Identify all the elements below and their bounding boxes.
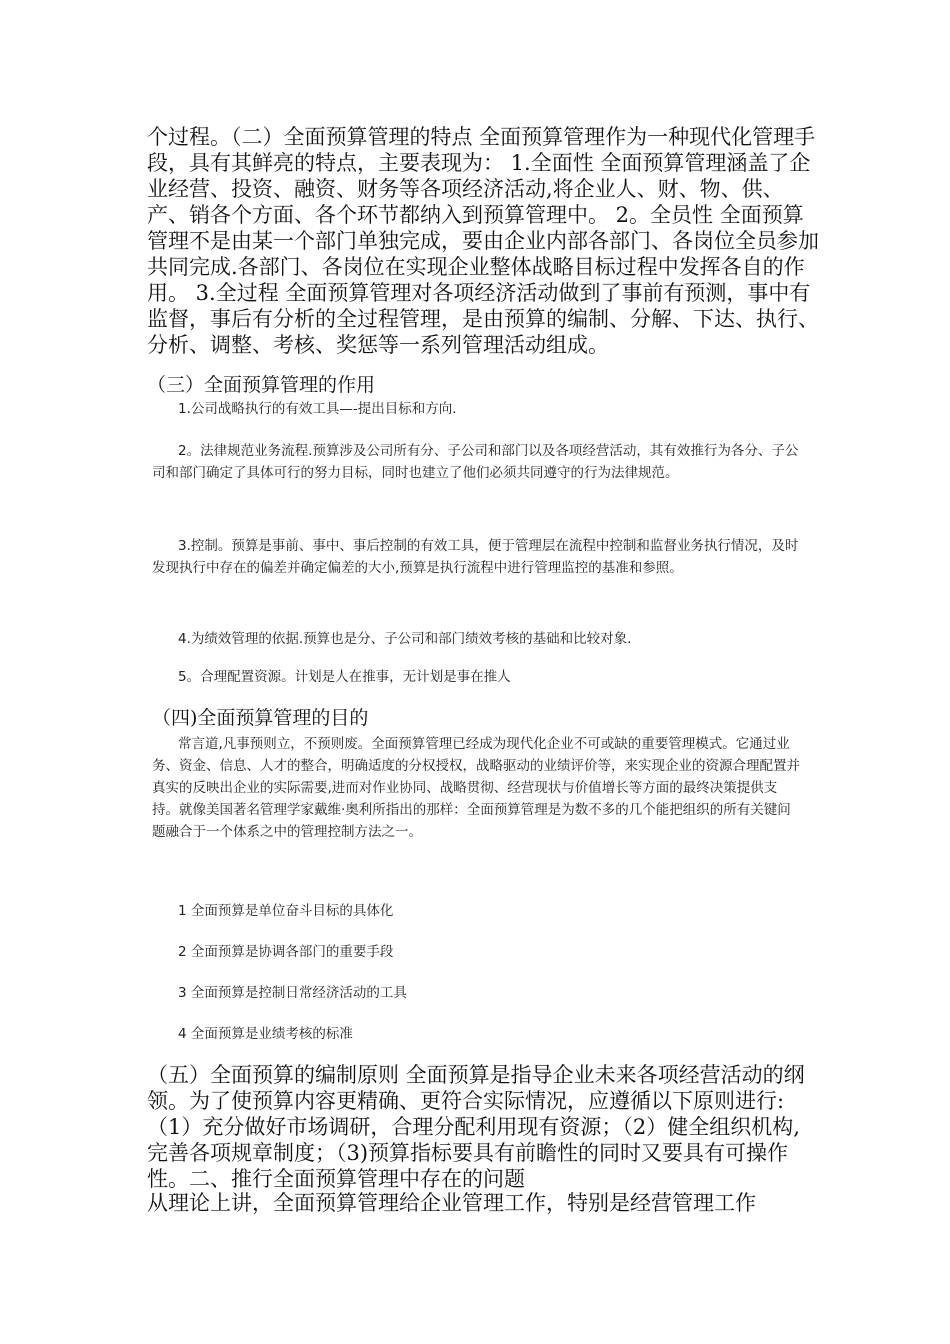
features-paragraph: 个过程。（二）全面预算管理的特点 全面预算管理作为一种现代化管理手段，具有其鲜亮的特点，主要表现为： 1.全面性 全面预算管理涵盖了企业经营、投资、融资、财务等各项经济活动,将企业人、财、物、供、产、销各个方面、各个环节都纳入到预算管理中。 2。全员性 全面预算管理不是由某一个部门单独完成，要由企业内部各部门、各岗位全员参加共同完成.各部门、各岗位在实现企业整体战略目标过程中发挥各自的作用。 3.全过程 全面预算管理对各项经济活动做到了事前有预测，事中有监督，事后有分析的全过程管理，是由预算的编制、分解、下达、执行、分析、调整、考核、奖惩等一系列管理活动组成。 [147,125,819,357]
role-item-3: 3.控制。预算是事前、事中、事后控制的有效工具，便于管理层在流程中控制和监督业务执行情况，及时发现执行中存在的偏差并确定偏差的大小,预算是执行流程中进行管理监控的基准和参照。 [152,538,799,576]
purpose-paragraph: 常言道,凡事预则立，不预则废。全面预算管理已经成为现代化企业不可或缺的重要管理模式。它通过业务、资金、信息、人才的整合，明确适度的分权授权，战略驱动的业绩评价等，来实现企业的资源合理配置并真实的反映出企业的实际需要,进而对作业协同、战略贯彻、经营现状与价值增长等方面的最终决策提供支持。就像美国著名管理学家戴维·奥利所指出的那样：全面预算管理是为数不多的几个能把组织的所有关键问题融合于一个体系之中的管理控制方法之一。 [152,736,800,840]
principles-paragraph: （五）全面预算的编制原则 全面预算是指导企业未来各项经营活动的纲领。为了使预算内容更精确、更符合实际情况，应遵循以下原则进行:（1）充分做好市场调研，合理分配利用现有资源；（2）健全组织机构,完善各项规章制度；（3)预算指标要具有前瞻性的同时又要具有可操作性。二、推行全面预算管理中存在的问题 [147,1063,805,1191]
role-item-5: 5。合理配置资源。计划是人在推事，无计划是事在推人 [178,669,511,685]
role-item-2: 2。法律规范业务流程.预算涉及公司所有分、子公司和部门以及各项经营活动，其有效推行为各分、子公司和部门确定了具体可行的努力目标，同时也建立了他们必须共同遵守的行为法律规范。 [152,443,799,481]
purpose-item-4: 4 全面预算是业绩考核的标准 [178,1026,353,1042]
purpose-item-2: 2 全面预算是协调各部门的重要手段 [178,944,394,960]
closing-paragraph: 从理论上讲，全面预算管理给企业管理工作，特别是经营管理工作 [147,1191,756,1215]
section-heading-purpose: （四)全面预算管理的目的 [152,707,369,729]
purpose-item-3: 3 全面预算是控制日常经济活动的工具 [178,985,407,1001]
purpose-item-1: 1 全面预算是单位奋斗目标的具体化 [178,903,394,919]
role-item-1: 1.公司战略执行的有效工具—-提出目标和方向. [178,401,457,417]
role-item-4: 4.为绩效管理的依据.预算也是分、子公司和部门绩效考核的基础和比较对象. [178,631,632,647]
section-heading-roles: （三）全面预算管理的作用 [147,374,376,396]
